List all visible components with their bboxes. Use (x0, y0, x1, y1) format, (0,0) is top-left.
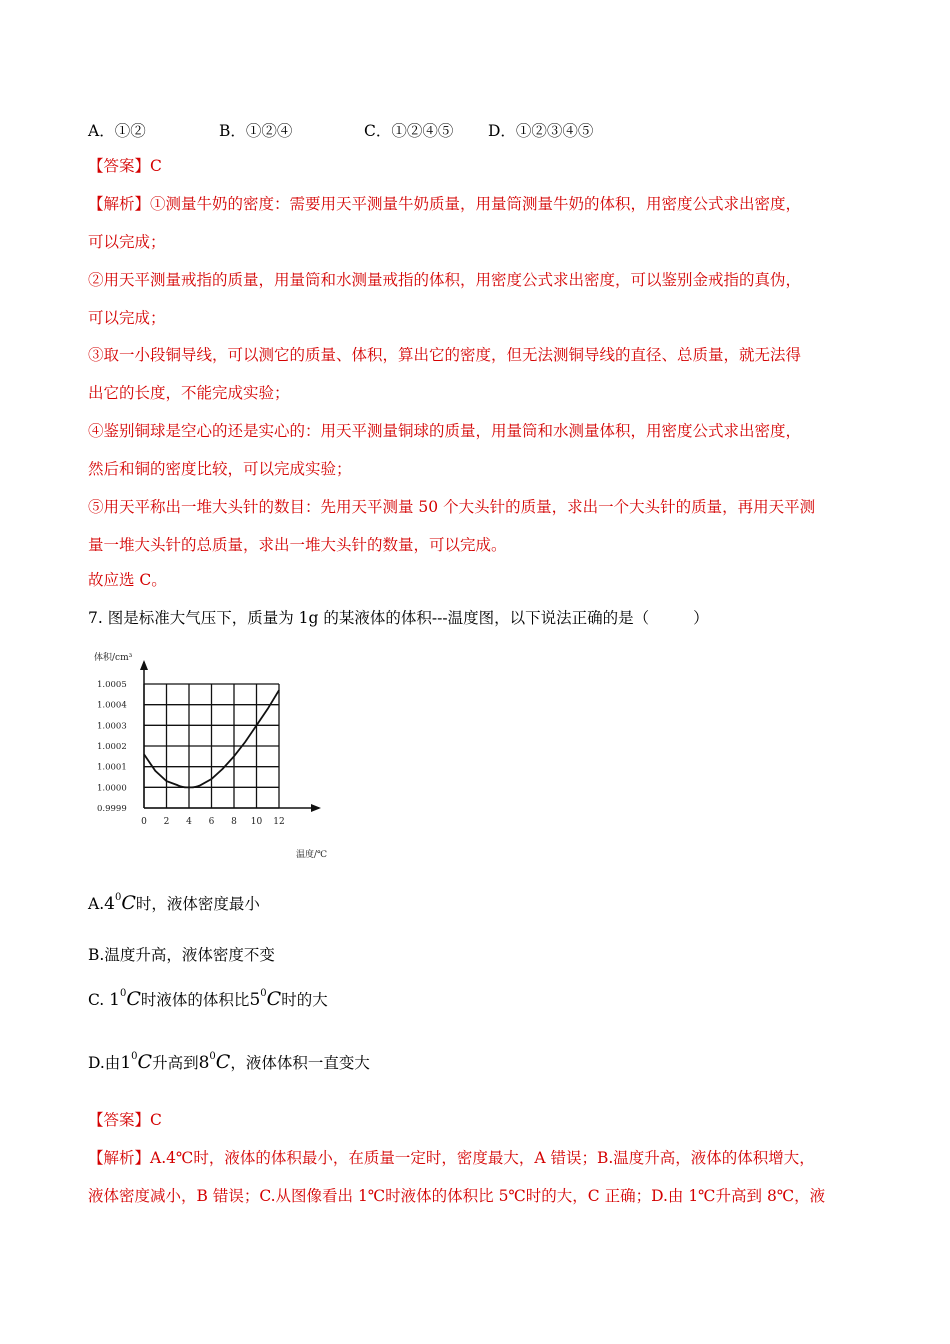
answer-tag: 【答案】 (88, 157, 151, 175)
x-axis-label: 温度/℃ (296, 850, 328, 860)
option-b: B．①②④ (219, 122, 293, 140)
y-tick-label: 1.0004 (97, 700, 127, 711)
y-axis-arrow (140, 660, 148, 670)
option-d: D．①②③④⑤ (488, 122, 594, 140)
x-tick-label: 10 (250, 817, 263, 827)
q6-conclusion: 故应选 C。 (88, 571, 167, 589)
q6-analysis-line: 出它的长度，不能完成实验； (88, 384, 290, 402)
q7-option-c: C. $1^0C$时液体的体积比$5^0C$时的大 (88, 988, 328, 1010)
q6-analysis-line: ⑤用天平称出一堆大头针的数目：先用天平测量 50 个大头针的质量，求出一个大头针的质量，再用天平测 (88, 498, 816, 516)
x-tick-label: 12 (273, 817, 285, 827)
q6-analysis-line: ②用天平测量戒指的质量，用量筒和水测量戒指的体积，用密度公式求出密度，可以鉴别金戒指的真伪， (88, 271, 802, 289)
q6-answer (88, 156, 162, 176)
q6-analysis-line: 量一堆大头针的总质量，求出一堆大头针的数量，可以完成。 (88, 536, 507, 554)
option-c: C．①②④⑤ (364, 122, 454, 140)
q7-option-d: D.由$1^0C$升高到$8^0C$，液体体积一直变大 (88, 1051, 370, 1073)
analysis-tag: 【解析】 (88, 195, 151, 213)
q6-analysis-line: 然后和铜的密度比较，可以完成实验； (88, 460, 352, 478)
q7-analysis-line: 液体密度减小，B 错误；C.从图像看出 1℃时液体的体积比 5℃时的大，C 正确；D.由 1℃升高到 8℃，液 (88, 1187, 826, 1205)
y-tick-label: 1.0005 (97, 680, 127, 690)
q6-analysis-line: ③取一小段铜导线，可以测它的质量、体积，算出它的密度，但无法测铜导线的直径、总质量，就无法得 (88, 346, 802, 364)
x-tick-label: 2 (163, 817, 170, 827)
answer-value: C (150, 1111, 162, 1129)
x-axis-arrow (311, 804, 321, 812)
option-a: A．①② (88, 122, 146, 140)
x-tick-label: 6 (208, 817, 215, 827)
y-tick-label: 1.0003 (97, 721, 127, 732)
answer-value: C (150, 157, 162, 175)
q7-option-b: B.温度升高，液体密度不变 (88, 946, 275, 964)
y-tick-label: 0.9999 (97, 804, 127, 814)
y-axis-label: 体积/cm³ (94, 653, 133, 663)
q6-analysis-line: 可以完成； (88, 309, 166, 327)
q7-answer (88, 1110, 162, 1130)
q7-option-a: $A.4^0C$时，液体密度最小 (88, 892, 260, 914)
y-tick-label: 1.0002 (97, 742, 127, 752)
volume-temperature-chart (92, 646, 352, 860)
q6-analysis-line: 【解析】①测量牛奶的密度：需要用天平测量牛奶质量，用量筒测量牛奶的体积，用密度公式求出密度， (88, 195, 802, 213)
x-tick-label: 4 (186, 817, 192, 827)
q6-analysis-line: 可以完成； (88, 233, 166, 251)
analysis-tag: 【解析】 (88, 1149, 151, 1167)
q6-analysis-line: ④鉴别铜球是空心的还是实心的：用天平测量铜球的质量，用量筒和水测量体积，用密度公式求出密度， (88, 422, 802, 440)
q7-stem: 7. 图是标准大气压下，质量为 1g 的某液体的体积---温度图，以下说法正确的是（ ） (88, 609, 709, 627)
answer-tag: 【答案】 (88, 1111, 151, 1129)
y-tick-label: 1.0000 (97, 783, 127, 794)
x-tick-label: 8 (231, 817, 237, 827)
chart-grid (144, 684, 279, 808)
x-tick-label: 0 (141, 817, 147, 827)
q7-analysis-line: 【解析】A.4℃时，液体的体积最小，在质量一定时，密度最大，A 错误；B.温度升高，液体的体积增大， (88, 1149, 815, 1167)
y-tick-label: 1.0001 (97, 762, 127, 773)
